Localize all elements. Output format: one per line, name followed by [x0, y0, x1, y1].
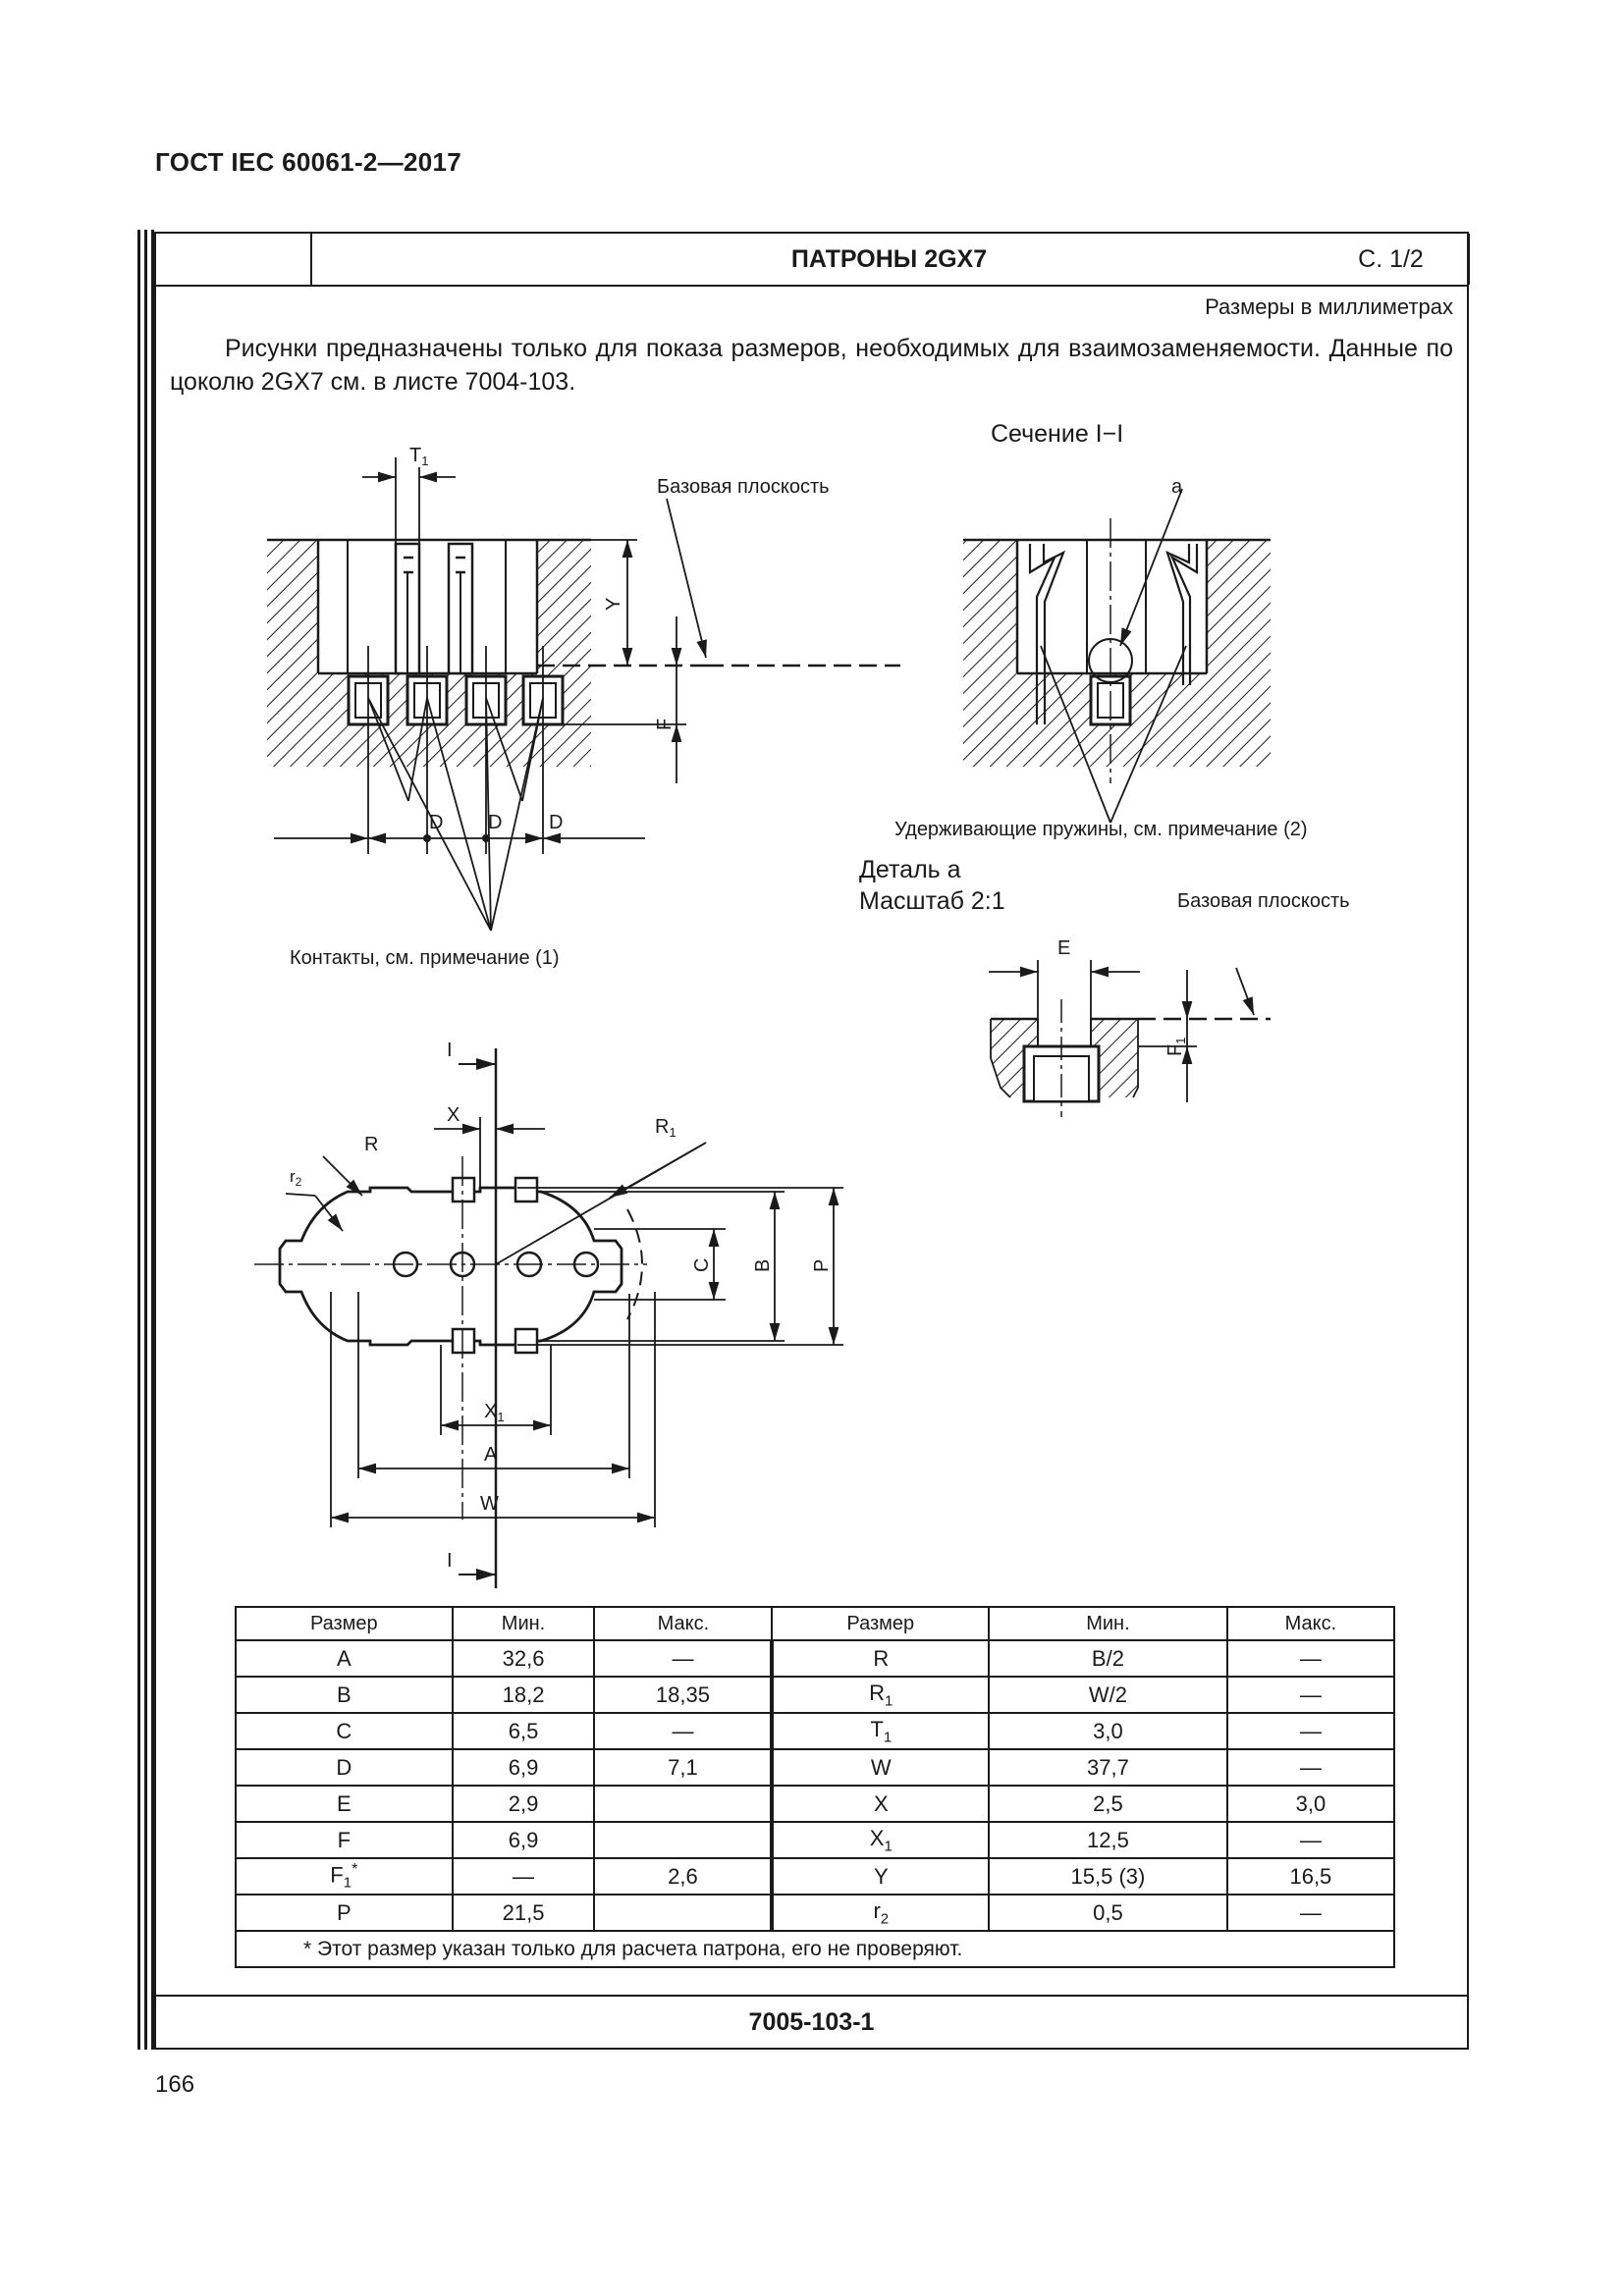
- cell-min-2: 0,5: [989, 1895, 1227, 1931]
- label-D-3: D: [549, 812, 564, 833]
- cell-max-1: —: [594, 1640, 772, 1677]
- cell-size-2: $R_1$: [772, 1677, 989, 1713]
- header-max-1: Макс.: [594, 1607, 772, 1640]
- label-B: B: [752, 1258, 774, 1272]
- units-note: Размеры в миллиметрах: [1205, 294, 1453, 319]
- cell-size-2: Y: [772, 1858, 989, 1895]
- table-row: [236, 1749, 1394, 1786]
- section-view: [963, 489, 1271, 823]
- page-number: 166: [155, 2071, 195, 2098]
- cell-size-2: X: [772, 1786, 989, 1822]
- cell-min-1: 18,2: [453, 1677, 595, 1713]
- header-size-1: Размер: [236, 1607, 453, 1640]
- label-detail-title: Деталь a: [859, 856, 961, 883]
- cell-size-1: B: [236, 1677, 453, 1713]
- label-P: P: [811, 1258, 833, 1272]
- table-row: [236, 1677, 1394, 1713]
- label-Y: Y: [603, 597, 624, 611]
- cell-max-1: [594, 1786, 772, 1822]
- standard-sheet: [154, 232, 1469, 2050]
- cell-min-1: 6,5: [453, 1713, 595, 1749]
- label-base-plane: Базовая плоскость: [657, 476, 830, 498]
- label-r2: $r_2$: [290, 1167, 302, 1189]
- cell-size-1: P: [236, 1895, 453, 1931]
- cell-size-1: E: [236, 1786, 453, 1822]
- cell-min-1: 2,9: [453, 1786, 595, 1822]
- cell-max-1: 18,35: [594, 1677, 772, 1713]
- label-T1: $T_1$: [409, 445, 429, 468]
- label-C: C: [691, 1257, 713, 1272]
- detail-a-view: [989, 960, 1271, 1117]
- socket-plan-view: [254, 1048, 843, 1588]
- intro-paragraph: Рисунки предназначены только для показа размеров, необходимых для взаимозаменяемости. Данные по цоколю 2GX7 см. в листе 7004-103.: [170, 335, 1453, 396]
- label-R1: $R_1$: [655, 1116, 677, 1140]
- header-min-2: Мин.: [989, 1607, 1227, 1640]
- label-contacts: Контакты, см. примечание (1): [290, 947, 560, 969]
- table-note: * Этот размер указан только для расчета патрона, его не проверяют.: [236, 1931, 1394, 1967]
- cell-min-1: 6,9: [453, 1822, 595, 1858]
- cell-min-1: 32,6: [453, 1640, 595, 1677]
- table-row: [236, 1786, 1394, 1822]
- cell-max-2: —: [1227, 1677, 1394, 1713]
- cell-max-1: —: [594, 1713, 772, 1749]
- cell-max-2: —: [1227, 1895, 1394, 1931]
- cell-min-1: —: [453, 1858, 595, 1895]
- sheet-page: С. 1/2: [1358, 245, 1424, 273]
- cell-max-2: 16,5: [1227, 1858, 1394, 1895]
- label-a: a: [1171, 476, 1183, 498]
- label-W: W: [480, 1493, 499, 1515]
- label-X: X: [447, 1104, 460, 1126]
- label-I-top: I: [447, 1040, 453, 1061]
- table-header-row: [236, 1607, 1394, 1640]
- label-I-bottom: I: [447, 1550, 453, 1572]
- label-D-1: D: [429, 812, 444, 833]
- cell-max-1: [594, 1822, 772, 1858]
- header-max-2: Макс.: [1227, 1607, 1394, 1640]
- cell-max-2: —: [1227, 1640, 1394, 1677]
- cell-min-2: 12,5: [989, 1822, 1227, 1858]
- cell-min-2: 3,0: [989, 1713, 1227, 1749]
- table-row: [236, 1640, 1394, 1677]
- cell-max-2: —: [1227, 1749, 1394, 1786]
- cell-min-2: B/2: [989, 1640, 1227, 1677]
- cell-size-1: $F_1^*$: [236, 1858, 453, 1895]
- label-E: E: [1057, 937, 1071, 959]
- table-row: [236, 1858, 1394, 1895]
- cell-min-2: 37,7: [989, 1749, 1227, 1786]
- document-header: ГОСТ IEC 60061-2—2017: [155, 147, 461, 177]
- table-note-row: [236, 1931, 1394, 1967]
- cell-max-1: 7,1: [594, 1749, 772, 1786]
- label-section-title: Сечение I−I: [991, 420, 1124, 448]
- cell-size-2: $T_1$: [772, 1713, 989, 1749]
- cell-size-2: W: [772, 1749, 989, 1786]
- cell-max-1: 2,6: [594, 1858, 772, 1895]
- cell-min-2: W/2: [989, 1677, 1227, 1713]
- cell-min-1: 21,5: [453, 1895, 595, 1931]
- socket-side-view: [267, 457, 900, 931]
- label-base-plane-2: Базовая плоскость: [1177, 890, 1350, 912]
- technical-drawing: [156, 234, 1466, 1598]
- sheet-title: ПАТРОНЫ 2GX7: [310, 234, 1470, 285]
- label-F: F: [654, 718, 676, 730]
- cell-max-1: [594, 1895, 772, 1931]
- label-X1: $X_1$: [484, 1401, 505, 1424]
- label-detail-scale: Масштаб 2:1: [859, 887, 1005, 915]
- label-R: R: [364, 1134, 379, 1155]
- cell-size-1: A: [236, 1640, 453, 1677]
- cell-size-1: F: [236, 1822, 453, 1858]
- header-size-2: Размер: [772, 1607, 989, 1640]
- cell-max-2: —: [1227, 1713, 1394, 1749]
- cell-size-2: $r_2$: [772, 1895, 989, 1931]
- cell-size-1: C: [236, 1713, 453, 1749]
- table-row: [236, 1713, 1394, 1749]
- cell-min-2: 2,5: [989, 1786, 1227, 1822]
- label-springs: Удерживающие пружины, см. примечание (2): [894, 819, 1308, 840]
- cell-max-2: 3,0: [1227, 1786, 1394, 1822]
- sheet-number: 7005-103-1: [156, 1995, 1467, 2048]
- table-row: [236, 1822, 1394, 1858]
- cell-size-1: D: [236, 1749, 453, 1786]
- cell-min-2: 15,5 (3): [989, 1858, 1227, 1895]
- cell-max-2: —: [1227, 1822, 1394, 1858]
- cell-min-1: 6,9: [453, 1749, 595, 1786]
- label-A: A: [484, 1444, 498, 1466]
- dimensions-table: [235, 1606, 1395, 1968]
- cell-size-2: R: [772, 1640, 989, 1677]
- table-row: [236, 1895, 1394, 1931]
- label-D-2: D: [488, 812, 503, 833]
- label-F1: $F_1$: [1164, 1037, 1188, 1056]
- header-min-1: Мин.: [453, 1607, 595, 1640]
- cell-size-2: $X_1$: [772, 1822, 989, 1858]
